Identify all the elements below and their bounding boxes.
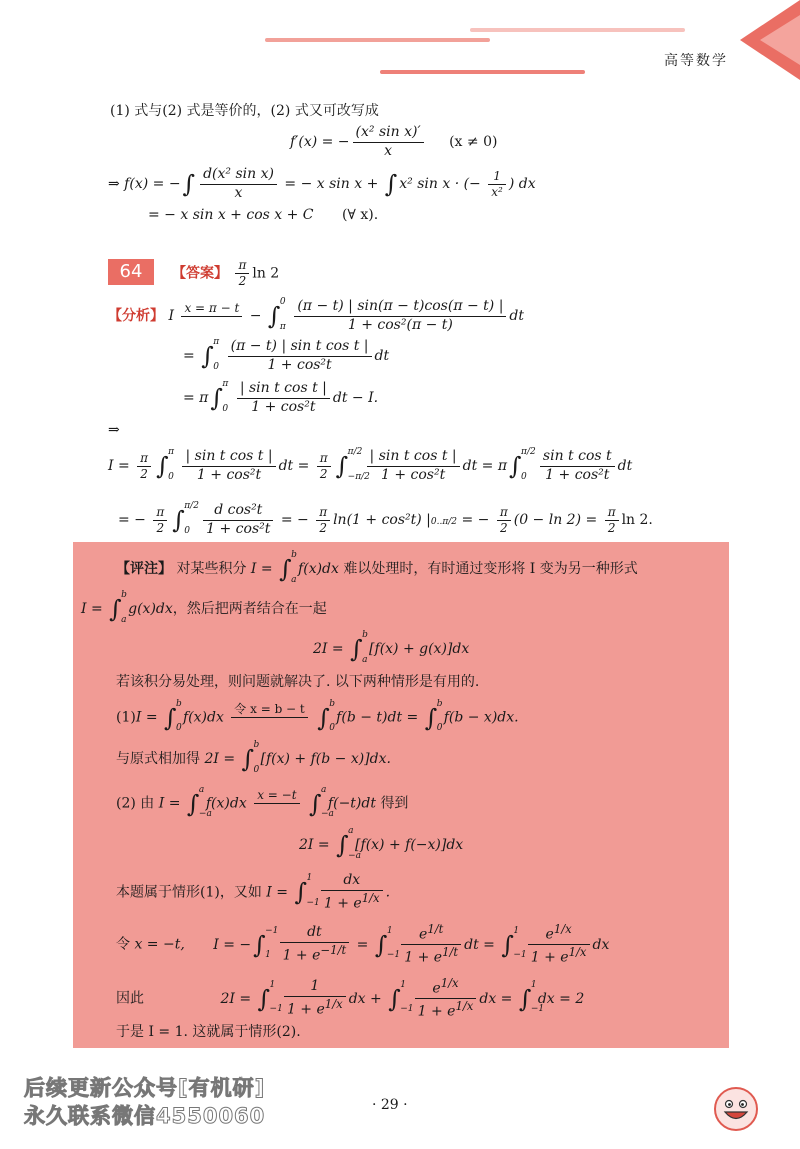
note-case2-formula: 2I = ∫ a −a [f(x) + f(−x)]dx bbox=[299, 826, 464, 861]
note-case1-sum: 与原式相加得 2I = ∫ b 0 [f(x) + f(b − x)]dx. bbox=[116, 740, 391, 775]
intro-text: (1) 式与(2) 式是等价的，(2) 式又可改写成 bbox=[110, 103, 379, 119]
analysis-line2: = ∫ π 0 $\frac{\text{(π − t) | sin t cos t |}}{\text{1 + cos²t}}$ dt bbox=[183, 337, 390, 373]
note-line2: I = ∫ b a g(x)dx，然后把两者结合在一起 bbox=[81, 590, 327, 625]
intro-condition: (x ≠ 0) bbox=[449, 134, 498, 150]
page-number: · 29 · bbox=[372, 1097, 408, 1113]
watermark-line1: 后续更新公众号[有机研] bbox=[24, 1076, 266, 1100]
watermark-line2: 永久联系微信4550060 bbox=[24, 1104, 266, 1128]
corner-arrow-icon bbox=[720, 0, 800, 80]
result-value: ln 2. bbox=[621, 512, 653, 528]
note-belong: 本题属于情形(1)，又如 I = ∫ 1 −1 $\frac{dx}{1 + e^{1/x}}$ . bbox=[116, 872, 391, 912]
note-final: 于是 I = 1. 这就属于情形(2). bbox=[116, 1024, 301, 1040]
note-tag: 【评注】 bbox=[116, 561, 172, 577]
problem-number-badge: 64 bbox=[108, 259, 154, 285]
note-line1: 【评注】 对某些积分 I = ∫ b a f(x)dx 难以处理时，有时通过变形将 I 变为另一种形式 bbox=[116, 550, 638, 585]
implies-symbol: ⇒ bbox=[108, 422, 120, 438]
answer-line: 【答案】 $\frac{\pi}{2}$ ln 2 bbox=[172, 258, 280, 288]
intro-forall: (∀ x). bbox=[341, 207, 379, 223]
analysis-tag: 【分析】 bbox=[108, 308, 164, 324]
f-derivation-line1: ⇒ f(x) = −∫ $\frac{\text{d(x² sin x)}}{x}$ = − x sin x + ∫ x² sin x · (− $\frac{1}{\text{x²}}$ ) dx bbox=[108, 166, 536, 201]
result-line1: I = $\frac{\pi}{2}$ ∫ π 0 $\frac{\text{| sin t cos t |}}{\text{1 + cos²t}}$ dt = $\frac{\pi}{2}$ ∫ π/2 −π/2 $\frac{\text{| sin t cos t |}}{\text{1 + cos²t}}$ dt = π∫ π/2 0 $\frac{\text{sin t cos t}}{\text{1 + cos²t}}$ dt bbox=[108, 447, 633, 483]
f-derivation-line2: = − x sin x + cos x + C (∀ x). bbox=[148, 207, 379, 223]
note-case2: (2) 由 I = ∫ a −a f(x)dx x = −t ∫ a −a f(−t)dt 得到 bbox=[116, 784, 409, 820]
note-case1: (1)I = ∫ b 0 f(x)dx 令 x = b − t ∫ b 0 f(b − t)dt = ∫ b 0 f(b − x)dx. bbox=[116, 698, 519, 734]
header-title: 高等数学 bbox=[664, 53, 728, 69]
fprime-equation: f′(x) = − $\frac{\text{(x² sin x)′}}{x}$ (x ≠ 0) bbox=[290, 124, 498, 159]
header-bar-1 bbox=[265, 38, 490, 42]
header-bar-2 bbox=[470, 28, 685, 32]
note-box bbox=[73, 542, 729, 1048]
header-bar-3 bbox=[380, 70, 585, 74]
note-therefore: 因此 2I = ∫ 1 −1 $\frac{1}{1 + e^{1/x}}$ dx + ∫ 1 −1 $\frac{e^{1/x}}{1 + e^{1/x}}$ dx = ∫ 1 −1 dx = 2 bbox=[116, 976, 585, 1020]
smiley-icon bbox=[712, 1085, 760, 1133]
analysis-line1: 【分析】 I x = π − t − ∫ 0 π $\frac{(\pi - t) | \sin(\pi - t)\cos(\pi - t) |}{\text{1 + cos²(π − t)}}$ dt bbox=[108, 297, 524, 333]
result-line2: = − $\frac{\pi}{2}$ ∫ π/2 0 $\frac{\text{d cos²t}}{\text{1 + cos²t}}$ = − $\frac{\pi}{2}$ ln(1 + cos²t) |0..π/2 = − $\frac{\pi}{2}$ (0 − ln 2) = $\frac{\pi}{2}$ ln 2. bbox=[118, 501, 653, 537]
note-line3: 若该积分易处理，则问题就解决了. 以下两种情形是有用的. bbox=[116, 674, 480, 690]
note-sum-formula: 2I = ∫ b a [f(x) + g(x)]dx bbox=[313, 630, 470, 665]
answer-value: ln 2 bbox=[252, 265, 280, 282]
note-let: 令 x = −t, I = −∫ −1 1 $\frac{dt}{1 + e^{-1/t}}$ = ∫ 1 −1 $\frac{e^{1/t}}{1 + e^{1/t}}$ dt = ∫ 1 −1 $\frac{e^{1/x}}{1 + e^{1/x}}$ dx bbox=[116, 922, 610, 966]
answer-tag: 【答案】 bbox=[172, 265, 228, 282]
analysis-line3: = π∫ π 0 $\frac{\text{| sin t cos t |}}{\text{1 + cos²t}}$ dt − I. bbox=[183, 379, 379, 415]
substitution-label: x = π − t bbox=[181, 301, 242, 317]
